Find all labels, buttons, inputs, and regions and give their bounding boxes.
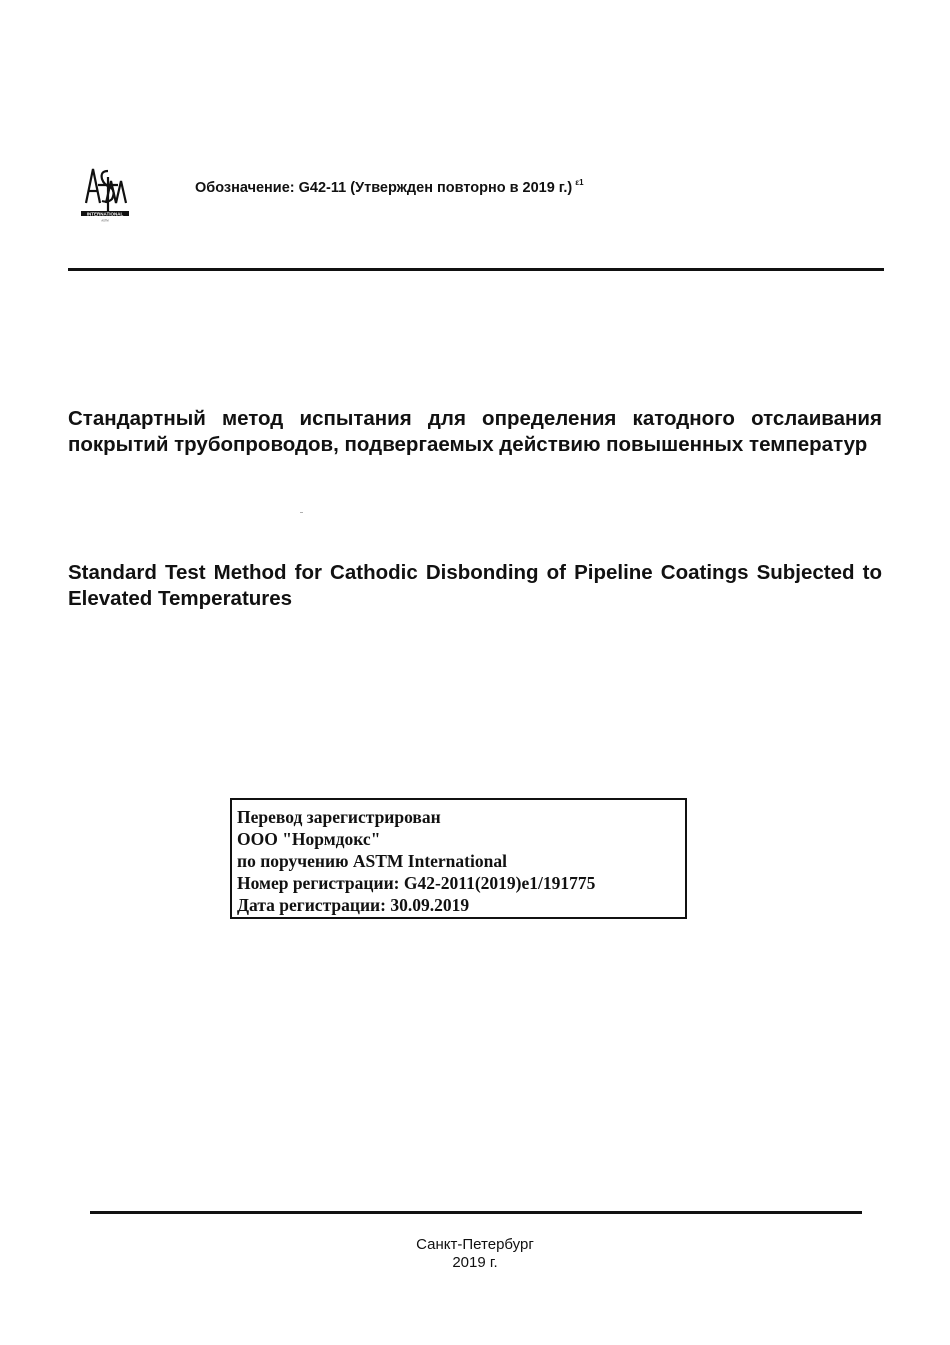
registration-line-commission: по поручению ASTM International: [237, 851, 507, 871]
title-russian: Стандартный метод испытания для определения катодного отслаивания покрытий трубопроводов, подвергаемых действию повышенных температур: [68, 407, 882, 456]
registration-box: [230, 798, 687, 919]
designation-text: Обозначение: G42-11 (Утвержден повторно в 2019 г.): [195, 180, 573, 196]
footer-year: 2019 г.: [452, 1254, 498, 1271]
title-english: Standard Test Method for Cathodic Disbonding of Pipeline Coatings Subjected to Elevated Temperatures: [68, 561, 882, 610]
footer-city: Санкт-Петербург: [416, 1236, 534, 1253]
designation-superscript: ε1: [575, 178, 584, 187]
document-designation: [195, 178, 584, 196]
registration-line-company: ООО "Нормдокс": [237, 829, 381, 849]
decorative-dot: [300, 512, 303, 513]
logo-subtext: INTERNATIONAL: [86, 211, 124, 217]
logo-text: ASTM: [101, 219, 109, 223]
registration-line-number: Номер регистрации: G42-2011(2019)e1/191775: [237, 873, 596, 893]
astm-logo-icon: [78, 163, 132, 223]
registration-line-date: Дата регистрации: 30.09.2019: [237, 895, 470, 915]
footer-divider: [90, 1211, 862, 1214]
header-divider: [68, 268, 884, 271]
registration-line-translation: Перевод зарегистрирован: [237, 807, 441, 827]
